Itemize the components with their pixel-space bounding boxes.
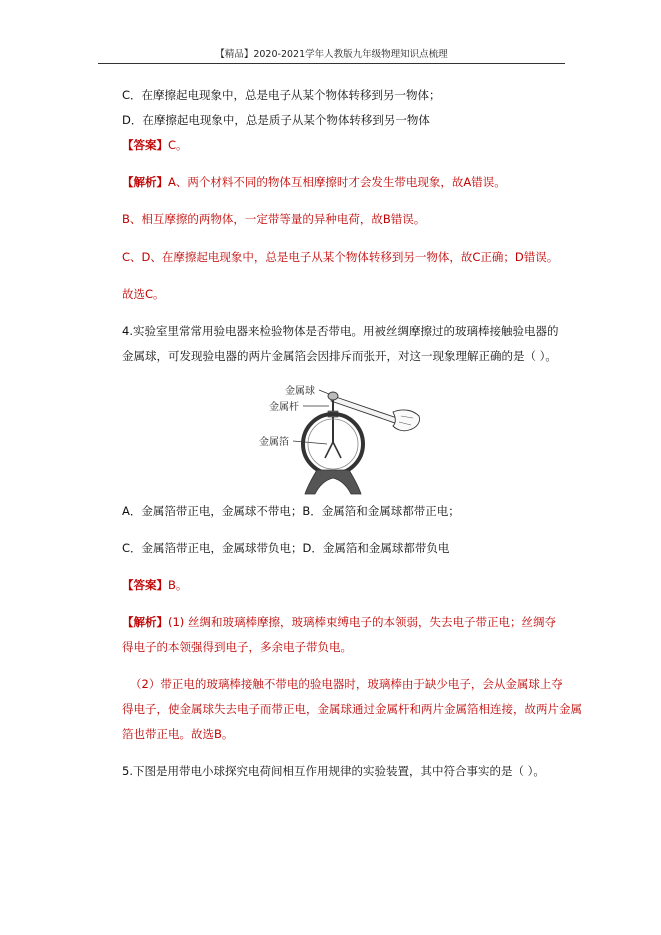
leader-ball <box>319 390 329 394</box>
answer-value: C。 <box>168 138 188 152</box>
q3-analysis-line1 <box>122 174 506 190</box>
analysis-text: (1) 丝绸和玻璃棒摩擦，玻璃棒束缚电子的本领弱，失去电子带正电；丝绸夺 <box>168 615 556 629</box>
label-metal-rod: 金属杆 <box>269 402 299 413</box>
q4-stem-line1: 4.实验室里常常用验电器来检验物体是否带电。用被丝绸摩擦过的玻璃棒接触验电器的 <box>122 324 559 338</box>
q5-stem-line1: 5.下图是用带电小球探究电荷间相互作用规律的实验装置，其中符合事实的是（ ）。 <box>122 764 545 778</box>
label-metal-foil: 金属箔 <box>259 437 289 448</box>
q4-analysis-p2-line1: （2）带正电的玻璃棒接触不带电的验电器时，玻璃棒由于缺少电子，会从金属球上夺 <box>130 677 563 691</box>
leader-foil <box>293 441 327 444</box>
q3-option-c: C．在摩擦起电现象中，总是电子从某个物体转移到另一物体； <box>122 88 441 102</box>
hand <box>393 410 420 431</box>
q4-analysis-p1-line2: 得电子的本领强得到电子，多余电子带负电。 <box>122 640 352 654</box>
analysis-tag: 【解析】 <box>122 615 168 629</box>
stand <box>305 470 361 494</box>
label-metal-ball: 金属球 <box>285 386 315 397</box>
analysis-tag: 【解析】 <box>122 175 168 189</box>
q3-analysis-line3: C、D、在摩擦起电现象中，总是电子从某个物体转移到另一物体，故C正确；D错误。 <box>122 250 559 264</box>
answer-tag: 【答案】 <box>122 138 168 152</box>
q3-analysis-line2: B、相互摩擦的两物体，一定带等量的异种电荷，故B错误。 <box>122 212 426 226</box>
q3-option-d: D．在摩擦起电现象中，总是质子从某个物体转移到另一物体 <box>122 113 430 127</box>
metal-ball <box>328 392 338 400</box>
page-header: 【精品】2020-2021学年人教版九年级物理知识点梳理 <box>215 49 448 60</box>
q4-options-ab: A．金属箔带正电，金属球不带电；B．金属箔和金属球都带正电； <box>122 504 460 518</box>
q3-analysis-line4: 故选C。 <box>122 287 165 301</box>
q4-analysis-p1-line1 <box>122 614 556 630</box>
q4-analysis-p2-line2: 得电子，使金属球失去电子而带正电，金属球通过金属杆和两片金属箔相连接，故两片金属 <box>122 702 582 716</box>
header-divider <box>98 63 565 64</box>
electroscope-figure <box>247 380 423 496</box>
q3-answer <box>122 137 188 153</box>
q4-options-cd: C．金属箔带正电，金属球带负电；D．金属箔和金属球都带负电 <box>122 541 450 555</box>
q4-analysis-p2-line3: 箔也带正电。故选B。 <box>122 727 234 741</box>
answer-value: B。 <box>168 578 188 592</box>
glass-rod <box>331 396 397 423</box>
q4-stem-line2: 金属球，可发现验电器的两片金属箔会因排斥而张开，对这一现象理解正确的是（ ）。 <box>122 349 557 363</box>
q4-answer <box>122 577 187 593</box>
answer-tag: 【答案】 <box>122 578 168 592</box>
foil-right <box>333 442 341 458</box>
analysis-text: A、两个材料不同的物体互相摩擦时才会发生带电现象，故A错误。 <box>168 175 506 189</box>
foil-left <box>325 442 333 458</box>
